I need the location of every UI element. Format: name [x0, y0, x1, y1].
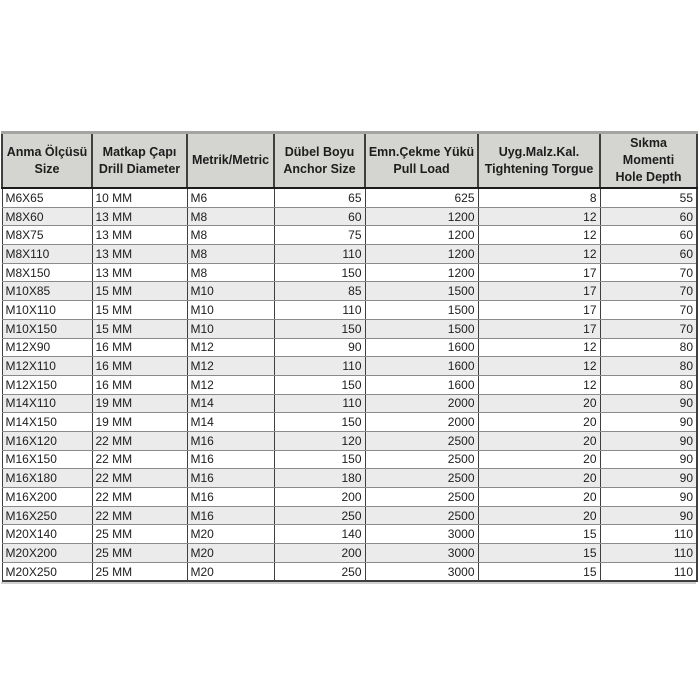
table-cell: 25 MM [92, 525, 187, 544]
table-row [2, 469, 697, 488]
table-cell: 12 [478, 338, 600, 357]
table-cell: 2500 [365, 450, 478, 469]
table-cell: 20 [478, 488, 600, 507]
table-cell: 140 [274, 525, 365, 544]
table-cell: 22 MM [92, 506, 187, 525]
table-cell: 1600 [365, 338, 478, 357]
table-cell: M16X150 [2, 450, 92, 469]
table-cell: 17 [478, 301, 600, 320]
table-cell: 15 MM [92, 282, 187, 301]
table-cell: 150 [274, 375, 365, 394]
column-header-line: Pull Load [393, 161, 450, 176]
table-cell: M10 [187, 319, 274, 338]
column-header-matkap-capi-drill [92, 133, 187, 189]
table-row [2, 488, 697, 507]
table-cell: 90 [600, 413, 697, 432]
table-cell: 10 MM [92, 188, 187, 207]
table-cell: 1600 [365, 357, 478, 376]
column-header-line: Dübel Boyu [284, 144, 355, 159]
table-cell: 1500 [365, 301, 478, 320]
table-cell: 90 [600, 506, 697, 525]
table-cell: 19 MM [92, 394, 187, 413]
table-cell: M10X150 [2, 319, 92, 338]
table-row [2, 431, 697, 450]
column-header-line: Sıkma Momenti [622, 136, 675, 167]
table-cell: 250 [274, 562, 365, 581]
table-cell: M12 [187, 375, 274, 394]
table-cell: 16 MM [92, 338, 187, 357]
table-cell: 16 MM [92, 375, 187, 394]
table-row [2, 562, 697, 581]
table-cell: 90 [600, 431, 697, 450]
table-cell: 60 [274, 207, 365, 226]
table-cell: M8 [187, 226, 274, 245]
table-row [2, 301, 697, 320]
table-cell: M12X90 [2, 338, 92, 357]
table-cell: 20 [478, 469, 600, 488]
table-cell: M16X200 [2, 488, 92, 507]
table-row [2, 506, 697, 525]
table-row [2, 394, 697, 413]
table-cell: M8X150 [2, 263, 92, 282]
table-cell: M12X110 [2, 357, 92, 376]
table-cell: 3000 [365, 525, 478, 544]
column-header-uyg-malz-kal-torgue [478, 133, 600, 189]
table-row [2, 525, 697, 544]
table-cell: 110 [274, 301, 365, 320]
table-row [2, 413, 697, 432]
table-cell: M16 [187, 488, 274, 507]
column-header-dubel-boyu-anchor-size [274, 133, 365, 189]
table-cell: 15 [478, 544, 600, 563]
table-cell: M20X140 [2, 525, 92, 544]
column-header-line: Emn.Çekme Yükü [368, 144, 475, 159]
table-cell: 60 [600, 245, 697, 264]
table-cell: 12 [478, 245, 600, 264]
table-row [2, 319, 697, 338]
table-cell: 25 MM [92, 562, 187, 581]
table-cell: 13 MM [92, 245, 187, 264]
table-cell: 12 [478, 357, 600, 376]
table-cell: 250 [274, 506, 365, 525]
table-cell: M20X200 [2, 544, 92, 563]
column-header-line: Hole Depth [615, 170, 682, 184]
column-header-metrik-metric [187, 133, 274, 189]
table-cell: M6X65 [2, 188, 92, 207]
table-cell: 25 MM [92, 544, 187, 563]
table-cell: M16 [187, 450, 274, 469]
table-cell: 15 MM [92, 301, 187, 320]
table-cell: 1200 [365, 207, 478, 226]
table-cell: M20 [187, 562, 274, 581]
column-header-line: Size [34, 161, 60, 176]
table-cell: M8 [187, 245, 274, 264]
table-cell: 90 [600, 394, 697, 413]
table-cell: 70 [600, 301, 697, 320]
table-cell: 70 [600, 263, 697, 282]
table-cell: 65 [274, 188, 365, 207]
table-cell: 1200 [365, 226, 478, 245]
table-cell: 60 [600, 226, 697, 245]
table-cell: 180 [274, 469, 365, 488]
table-cell: 200 [274, 488, 365, 507]
table-body [2, 188, 697, 581]
table-cell: 110 [600, 544, 697, 563]
table-cell: M10X110 [2, 301, 92, 320]
table-cell: 110 [600, 562, 697, 581]
table-cell: 80 [600, 338, 697, 357]
table-cell: 625 [365, 188, 478, 207]
table-cell: 17 [478, 319, 600, 338]
table-row [2, 338, 697, 357]
table-row [2, 188, 697, 207]
table-cell: 200 [274, 544, 365, 563]
table-cell: 12 [478, 207, 600, 226]
table-cell: 1200 [365, 245, 478, 264]
table-cell: 1500 [365, 319, 478, 338]
table-cell: M20 [187, 525, 274, 544]
column-header-line: Tightening Torgue [484, 161, 594, 176]
table-cell: M10X85 [2, 282, 92, 301]
table-cell: M8 [187, 263, 274, 282]
table-cell: 2000 [365, 413, 478, 432]
table-cell: 75 [274, 226, 365, 245]
table-cell: 20 [478, 450, 600, 469]
table-cell: 150 [274, 263, 365, 282]
table-row [2, 375, 697, 394]
table-cell: 110 [600, 525, 697, 544]
table-cell: M12 [187, 338, 274, 357]
table-cell: 110 [274, 357, 365, 376]
column-header-emn-cekme-yuku-pull-load [365, 133, 478, 189]
table-cell: 70 [600, 282, 697, 301]
table-cell: 2500 [365, 488, 478, 507]
table-cell: 17 [478, 282, 600, 301]
table-cell: M16X120 [2, 431, 92, 450]
table-cell: 12 [478, 226, 600, 245]
table-cell: M16X180 [2, 469, 92, 488]
table-cell: 80 [600, 357, 697, 376]
table-row [2, 357, 697, 376]
column-header-sikma-momenti-hole-depth [600, 133, 697, 189]
table-cell: 20 [478, 506, 600, 525]
table-cell: 90 [600, 469, 697, 488]
table-row [2, 282, 697, 301]
table-cell: 110 [274, 245, 365, 264]
table-cell: 15 MM [92, 319, 187, 338]
table-cell: M8X75 [2, 226, 92, 245]
table-row [2, 245, 697, 264]
column-header-line: Matkap Çapı [102, 144, 177, 159]
table-cell: 16 MM [92, 357, 187, 376]
table-cell: 150 [274, 450, 365, 469]
table-cell: 70 [600, 319, 697, 338]
table-cell: 2500 [365, 469, 478, 488]
table-cell: 17 [478, 263, 600, 282]
table-row [2, 263, 697, 282]
column-header-anma-olcusu-size [2, 133, 92, 189]
table-cell: 13 MM [92, 263, 187, 282]
spec-table [1, 131, 698, 582]
column-header-line: Anma Ölçüsü [6, 144, 88, 159]
table-cell: 80 [600, 375, 697, 394]
table-cell: M14X110 [2, 394, 92, 413]
table-cell: 2000 [365, 394, 478, 413]
table-cell: 20 [478, 394, 600, 413]
table-cell: M8X60 [2, 207, 92, 226]
table-cell: 15 [478, 562, 600, 581]
table-cell: 55 [600, 188, 697, 207]
table-cell: M12X150 [2, 375, 92, 394]
table-header [2, 133, 697, 189]
column-header-line: Metrik/Metric [191, 153, 270, 167]
table-cell: 15 [478, 525, 600, 544]
column-header-line: Drill Diameter [98, 161, 181, 176]
table-cell: 22 MM [92, 431, 187, 450]
table-cell: M16 [187, 469, 274, 488]
table-cell: M10 [187, 301, 274, 320]
table-cell: M12 [187, 357, 274, 376]
spec-table-container [1, 131, 696, 582]
table-cell: M16 [187, 431, 274, 450]
table-cell: 110 [274, 394, 365, 413]
column-header-line: Anchor Size [283, 161, 356, 176]
table-cell: M20X250 [2, 562, 92, 581]
table-cell: M8X110 [2, 245, 92, 264]
table-cell: 3000 [365, 562, 478, 581]
table-cell: 150 [274, 319, 365, 338]
table-cell: 90 [600, 450, 697, 469]
table-cell: M16 [187, 506, 274, 525]
table-cell: 12 [478, 375, 600, 394]
table-cell: 1500 [365, 282, 478, 301]
table-cell: 3000 [365, 544, 478, 563]
table-row [2, 207, 697, 226]
table-cell: M6 [187, 188, 274, 207]
table-cell: 2500 [365, 506, 478, 525]
table-cell: M16X250 [2, 506, 92, 525]
table-cell: 120 [274, 431, 365, 450]
table-cell: 13 MM [92, 207, 187, 226]
table-cell: M20 [187, 544, 274, 563]
header-row [2, 133, 697, 189]
table-cell: 90 [274, 338, 365, 357]
table-cell: 85 [274, 282, 365, 301]
table-cell: 1600 [365, 375, 478, 394]
table-row [2, 450, 697, 469]
table-cell: M10 [187, 282, 274, 301]
column-header-line: Uyg.Malz.Kal. [498, 144, 580, 159]
table-cell: 150 [274, 413, 365, 432]
table-row [2, 226, 697, 245]
table-cell: 22 MM [92, 488, 187, 507]
table-cell: 90 [600, 488, 697, 507]
table-cell: 13 MM [92, 226, 187, 245]
table-cell: M14 [187, 413, 274, 432]
table-cell: 8 [478, 188, 600, 207]
table-cell: 1200 [365, 263, 478, 282]
table-cell: 20 [478, 413, 600, 432]
table-cell: 2500 [365, 431, 478, 450]
table-cell: 22 MM [92, 450, 187, 469]
table-cell: M14 [187, 394, 274, 413]
table-cell: M14X150 [2, 413, 92, 432]
table-cell: 60 [600, 207, 697, 226]
table-row [2, 544, 697, 563]
table-cell: 22 MM [92, 469, 187, 488]
table-cell: M8 [187, 207, 274, 226]
table-cell: 19 MM [92, 413, 187, 432]
table-cell: 20 [478, 431, 600, 450]
